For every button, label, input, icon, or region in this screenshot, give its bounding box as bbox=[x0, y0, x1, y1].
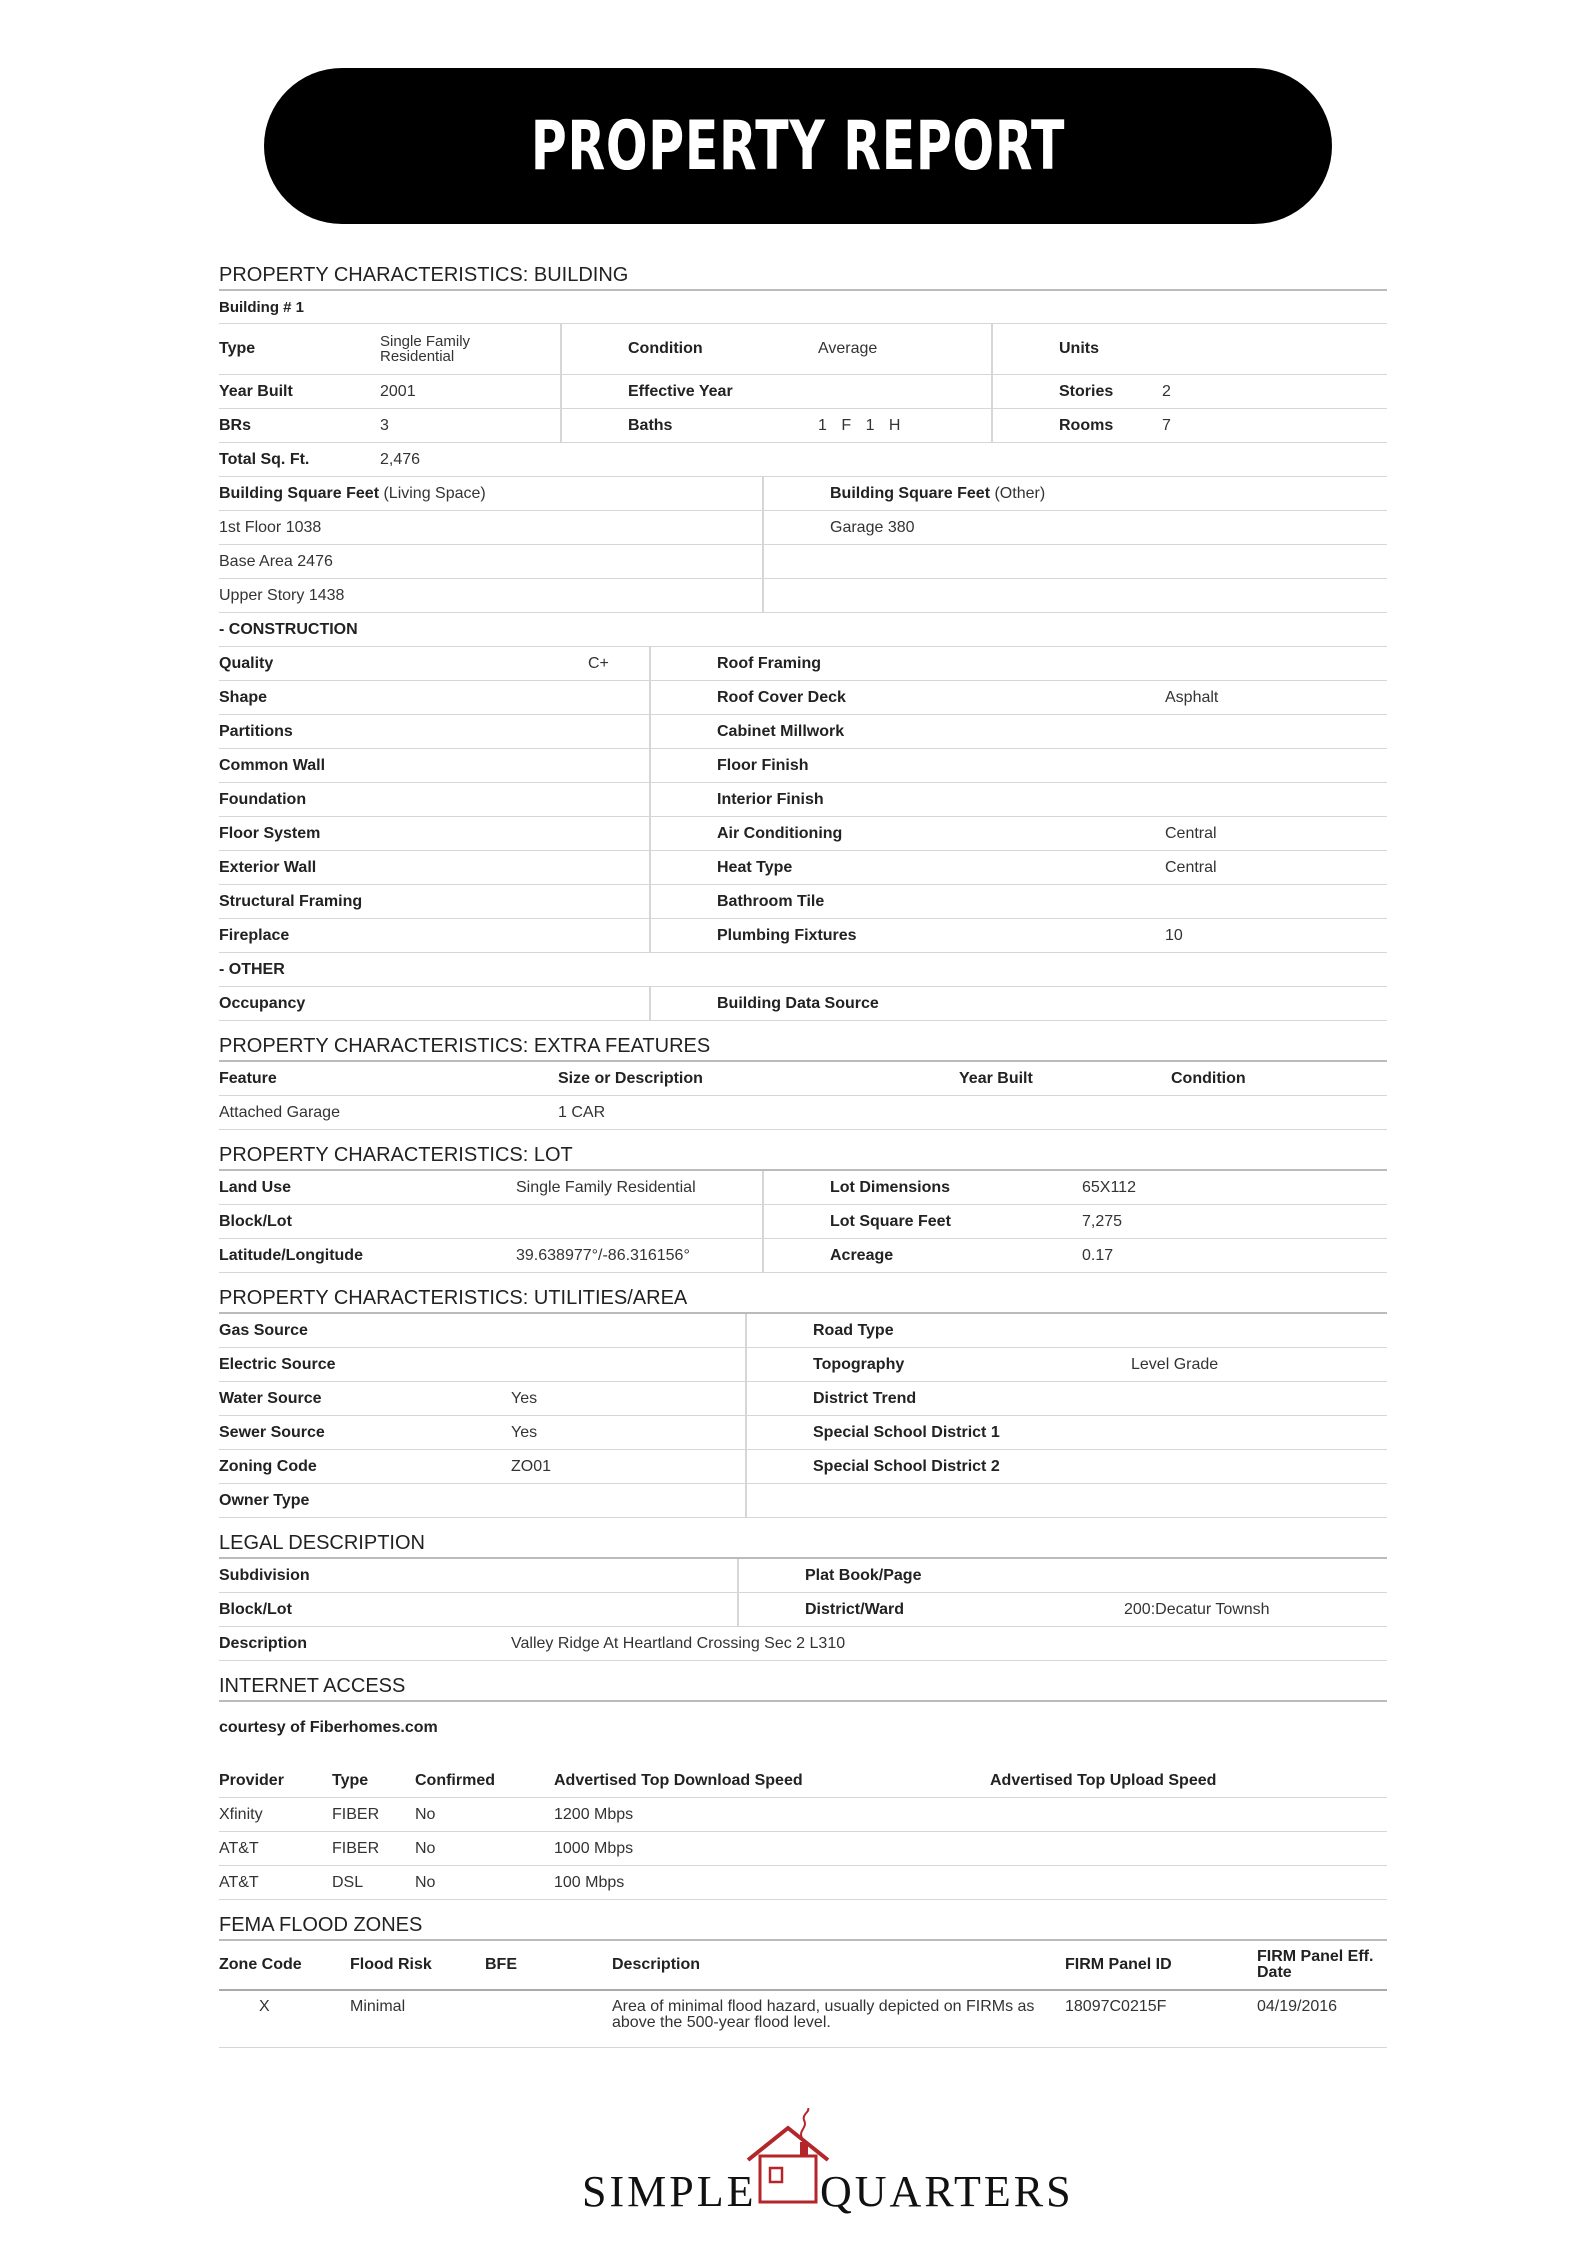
row-value: Central bbox=[1165, 858, 1217, 876]
internet-header: Confirmed bbox=[415, 1771, 495, 1789]
internet-cell: No bbox=[415, 1873, 436, 1891]
baths-label: Baths bbox=[560, 409, 818, 442]
units-label: Units bbox=[991, 324, 1387, 374]
row-label: Shape bbox=[219, 688, 268, 706]
detail-row bbox=[219, 1314, 1387, 1348]
total-sqft-row bbox=[219, 443, 1387, 477]
row-label: Floor Finish bbox=[649, 749, 1165, 782]
logo-text-right: QUARTERS bbox=[820, 2167, 1074, 2216]
rooms-value: 7 bbox=[1162, 416, 1171, 434]
stories-value: 2 bbox=[1162, 382, 1171, 400]
fema-header-row bbox=[219, 1941, 1387, 1991]
fema-section-title: FEMA FLOOD ZONES bbox=[219, 1910, 1387, 1941]
internet-header: Type bbox=[332, 1771, 369, 1789]
row-label: Exterior Wall bbox=[219, 858, 317, 876]
fema-header: FIRM Panel ID bbox=[1065, 1956, 1172, 1973]
building-number-row bbox=[219, 291, 1387, 324]
row-value: Yes bbox=[511, 1423, 538, 1441]
row-label: Bathroom Tile bbox=[649, 885, 1165, 918]
condition-label: Condition bbox=[560, 324, 818, 374]
row-label: Air Conditioning bbox=[649, 817, 1165, 850]
other-space-item bbox=[762, 545, 1387, 578]
internet-cell: DSL bbox=[332, 1873, 364, 1891]
row-label: Zoning Code bbox=[219, 1457, 317, 1475]
detail-row bbox=[219, 817, 1387, 851]
simple-quarters-logo bbox=[582, 2108, 1074, 2218]
row-label: Latitude/Longitude bbox=[219, 1246, 363, 1264]
row-label: Heat Type bbox=[649, 851, 1165, 884]
detail-row bbox=[219, 1171, 1387, 1205]
fema-cell: Minimal bbox=[350, 1998, 406, 2015]
row-label: District/Ward bbox=[737, 1593, 1124, 1626]
row-label: Special School District 1 bbox=[745, 1416, 1131, 1449]
row-label: Partitions bbox=[219, 722, 293, 740]
building-number: Building # 1 bbox=[219, 298, 305, 316]
row-label: Floor System bbox=[219, 824, 321, 842]
row-label: Fireplace bbox=[219, 926, 290, 944]
row-label: Topography bbox=[745, 1348, 1131, 1381]
year-built-value: 2001 bbox=[380, 382, 416, 400]
report-title-banner bbox=[264, 68, 1332, 224]
building-section-title: PROPERTY CHARACTERISTICS: BUILDING bbox=[219, 260, 1387, 291]
internet-cell: Xfinity bbox=[219, 1805, 263, 1823]
extra-row bbox=[219, 1096, 1387, 1130]
fema-cell: 18097C0215F bbox=[1065, 1998, 1167, 2015]
internet-cell: No bbox=[415, 1805, 436, 1823]
rooms-label: Rooms bbox=[991, 409, 1162, 442]
effective-year-label: Effective Year bbox=[560, 375, 991, 408]
detail-row bbox=[219, 749, 1387, 783]
row-value: 65X112 bbox=[1082, 1178, 1136, 1196]
fema-row bbox=[219, 1991, 1387, 2048]
internet-cell: AT&T bbox=[219, 1839, 259, 1857]
living-space-suffix: (Living Space) bbox=[383, 484, 486, 502]
row-label: Foundation bbox=[219, 790, 307, 808]
living-space-item: Base Area 2476 bbox=[219, 552, 333, 570]
type-label: Type bbox=[219, 340, 256, 357]
sqft-header-row bbox=[219, 477, 1387, 511]
fema-header: Zone Code bbox=[219, 1956, 302, 1973]
row-value: Level Grade bbox=[1131, 1355, 1219, 1373]
type-value: Single Family Residential bbox=[380, 333, 471, 365]
detail-row bbox=[219, 1450, 1387, 1484]
extra-header: Feature bbox=[219, 1069, 277, 1087]
internet-cell: 100 Mbps bbox=[554, 1873, 625, 1891]
row-label: Cabinet Millwork bbox=[649, 715, 1165, 748]
detail-row bbox=[219, 1593, 1387, 1627]
brs-value: 3 bbox=[380, 416, 389, 434]
total-sqft-label: Total Sq. Ft. bbox=[219, 450, 310, 468]
other-space-label: Building Square Feet bbox=[830, 484, 991, 502]
extra-header: Year Built bbox=[959, 1069, 1033, 1087]
internet-header: Advertised Top Download Speed bbox=[554, 1771, 803, 1789]
internet-section-title: INTERNET ACCESS bbox=[219, 1671, 1387, 1702]
row-value: 10 bbox=[1165, 926, 1183, 944]
year-built-row bbox=[219, 375, 1387, 409]
report-title: PROPERTY REPORT bbox=[530, 106, 1066, 186]
brs-row bbox=[219, 409, 1387, 443]
internet-header: Provider bbox=[219, 1771, 284, 1789]
other-space-item: Garage 380 bbox=[762, 511, 1387, 544]
row-value: 200:Decatur Townsh bbox=[1124, 1600, 1270, 1618]
extra-header: Condition bbox=[1171, 1069, 1246, 1087]
row-value: 39.638977°/-86.316156° bbox=[516, 1246, 690, 1264]
internet-header-row bbox=[219, 1764, 1387, 1798]
detail-row bbox=[219, 1484, 1387, 1518]
row-value: C+ bbox=[588, 654, 609, 672]
row-label: Land Use bbox=[219, 1178, 292, 1196]
living-space-label: Building Square Feet bbox=[219, 484, 380, 502]
row-label: Subdivision bbox=[219, 1566, 310, 1584]
living-space-item: Upper Story 1438 bbox=[219, 586, 345, 604]
extra-cell: Attached Garage bbox=[219, 1103, 340, 1121]
detail-row bbox=[219, 1559, 1387, 1593]
row-value: 7,275 bbox=[1082, 1212, 1123, 1230]
sqft-row bbox=[219, 511, 1387, 545]
internet-row bbox=[219, 1832, 1387, 1866]
row-label: Electric Source bbox=[219, 1355, 336, 1373]
brs-label: BRs bbox=[219, 416, 252, 434]
occupancy-row bbox=[219, 987, 1387, 1021]
internet-cell: 1000 Mbps bbox=[554, 1839, 634, 1857]
fema-header: BFE bbox=[485, 1956, 517, 1973]
stories-label: Stories bbox=[991, 375, 1162, 408]
other-header-row bbox=[219, 953, 1387, 987]
row-label: Roof Cover Deck bbox=[649, 681, 1165, 714]
row-label: Quality bbox=[219, 654, 274, 672]
row-label: District Trend bbox=[745, 1382, 1131, 1415]
detail-row bbox=[219, 1348, 1387, 1382]
data-source-label: Building Data Source bbox=[649, 987, 1387, 1020]
detail-row bbox=[219, 851, 1387, 885]
fema-cell: 04/19/2016 bbox=[1257, 1998, 1338, 2015]
other-space-header bbox=[762, 477, 1387, 510]
internet-header: Advertised Top Upload Speed bbox=[990, 1771, 1217, 1789]
row-label: Water Source bbox=[219, 1389, 322, 1407]
row-label: Gas Source bbox=[219, 1321, 308, 1339]
construction-header-row bbox=[219, 613, 1387, 647]
internet-cell: No bbox=[415, 1839, 436, 1857]
row-value: Asphalt bbox=[1165, 688, 1219, 706]
legal-description-value: Valley Ridge At Heartland Crossing Sec 2 L310 bbox=[511, 1634, 846, 1652]
detail-row bbox=[219, 1416, 1387, 1450]
detail-row bbox=[219, 1239, 1387, 1273]
row-label: Sewer Source bbox=[219, 1423, 325, 1441]
detail-row bbox=[219, 919, 1387, 953]
sqft-row bbox=[219, 545, 1387, 579]
lot-section-title: PROPERTY CHARACTERISTICS: LOT bbox=[219, 1140, 1387, 1171]
construction-title: - CONSTRUCTION bbox=[219, 620, 358, 638]
detail-row bbox=[219, 783, 1387, 817]
row-label: Common Wall bbox=[219, 756, 326, 774]
extra-header-row bbox=[219, 1062, 1387, 1096]
row-label: Owner Type bbox=[219, 1491, 310, 1509]
row-label: Plat Book/Page bbox=[737, 1559, 1124, 1592]
row-label: Lot Square Feet bbox=[762, 1205, 1082, 1238]
logo-text-left: SIMPLE bbox=[582, 2167, 757, 2216]
living-space-header bbox=[219, 485, 762, 503]
extra-section-title: PROPERTY CHARACTERISTICS: EXTRA FEATURES bbox=[219, 1031, 1387, 1062]
internet-row bbox=[219, 1798, 1387, 1832]
other-title: - OTHER bbox=[219, 960, 285, 978]
row-label: Lot Dimensions bbox=[762, 1171, 1082, 1204]
building-type-row bbox=[219, 324, 1387, 375]
row-label: Plumbing Fixtures bbox=[649, 919, 1165, 952]
legal-description-label: Description bbox=[219, 1634, 308, 1652]
internet-row bbox=[219, 1866, 1387, 1900]
internet-cell: 1200 Mbps bbox=[554, 1805, 634, 1823]
row-label bbox=[745, 1484, 1131, 1517]
legal-section-title: LEGAL DESCRIPTION bbox=[219, 1528, 1387, 1559]
internet-courtesy: courtesy of Fiberhomes.com bbox=[219, 1719, 438, 1736]
detail-row bbox=[219, 1205, 1387, 1239]
fema-header: Flood Risk bbox=[350, 1956, 432, 1973]
legal-description-row bbox=[219, 1627, 1387, 1661]
other-space-item bbox=[762, 579, 1387, 612]
occupancy-label: Occupancy bbox=[219, 994, 306, 1012]
row-label: Roof Framing bbox=[649, 647, 1165, 680]
row-value: Yes bbox=[511, 1389, 538, 1407]
living-space-item: 1st Floor 1038 bbox=[219, 518, 322, 536]
fema-header: FIRM Panel Eff. Date bbox=[1257, 1948, 1374, 1981]
detail-row bbox=[219, 885, 1387, 919]
fema-cell: Area of minimal flood hazard, usually depicted on FIRMs as above the 500-year flood level. bbox=[612, 1998, 1035, 2031]
row-value: Central bbox=[1165, 824, 1217, 842]
fema-header: Description bbox=[612, 1956, 701, 1973]
sqft-row bbox=[219, 579, 1387, 613]
row-label: Block/Lot bbox=[219, 1212, 292, 1230]
internet-cell: FIBER bbox=[332, 1805, 380, 1823]
year-built-label: Year Built bbox=[219, 382, 293, 400]
row-value: ZO01 bbox=[511, 1457, 552, 1475]
extra-header: Size or Description bbox=[558, 1069, 703, 1087]
row-label: Block/Lot bbox=[219, 1600, 292, 1618]
row-label: Special School District 2 bbox=[745, 1450, 1131, 1483]
baths-value: 1 F 1 H bbox=[818, 416, 901, 434]
row-label: Structural Framing bbox=[219, 892, 363, 910]
other-space-suffix: (Other) bbox=[994, 484, 1046, 502]
detail-row bbox=[219, 715, 1387, 749]
row-label: Interior Finish bbox=[649, 783, 1165, 816]
report-content bbox=[219, 256, 1387, 2048]
condition-value: Average bbox=[818, 340, 878, 357]
row-value: Single Family Residential bbox=[516, 1178, 696, 1196]
row-label: Acreage bbox=[762, 1239, 1082, 1272]
detail-row bbox=[219, 647, 1387, 681]
detail-row bbox=[219, 1382, 1387, 1416]
internet-cell: FIBER bbox=[332, 1839, 380, 1857]
utilities-section-title: PROPERTY CHARACTERISTICS: UTILITIES/AREA bbox=[219, 1283, 1387, 1314]
detail-row bbox=[219, 681, 1387, 715]
fema-cell: X bbox=[259, 1998, 270, 2015]
extra-cell: 1 CAR bbox=[558, 1103, 606, 1121]
row-value: 0.17 bbox=[1082, 1246, 1114, 1264]
internet-cell: AT&T bbox=[219, 1873, 259, 1891]
row-label: Road Type bbox=[745, 1314, 1131, 1347]
total-sqft-value: 2,476 bbox=[380, 450, 421, 468]
